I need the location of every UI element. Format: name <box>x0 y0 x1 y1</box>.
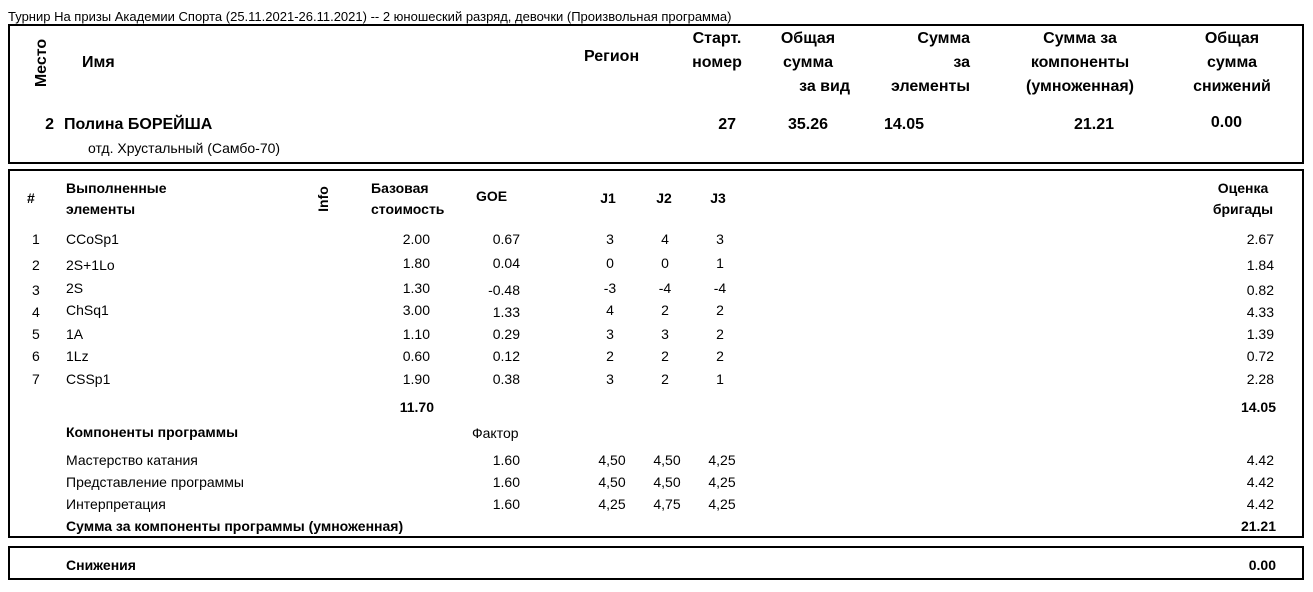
cell-j1: 4,25 <box>598 496 626 512</box>
cell-score: 4.33 <box>1246 304 1274 320</box>
table-row <box>0 348 1313 368</box>
goe-header: GOE <box>476 188 508 204</box>
cell-j2: 2 <box>661 302 669 318</box>
cell-name: Представление программы <box>66 474 244 490</box>
table-row <box>0 231 1313 251</box>
factor-label: Фактор <box>472 425 519 441</box>
element-score-total: 14.05 <box>1240 399 1276 415</box>
cell-j3: 4,25 <box>708 474 736 490</box>
cell-name: Мастерство катания <box>66 452 198 468</box>
skater-total-score: 35.26 <box>787 116 828 133</box>
cell-score: 0.72 <box>1246 348 1274 364</box>
element-number-header: # <box>27 190 35 206</box>
cell-j3: 1 <box>716 371 724 387</box>
cell-factor: 1.60 <box>492 474 520 490</box>
element-score-header: Сумма за элементы <box>891 30 970 95</box>
cell-j2: 3 <box>661 326 669 342</box>
j3-header: J3 <box>710 190 726 206</box>
cell-j2: -4 <box>658 280 672 296</box>
cell-goe: 0.38 <box>492 371 520 387</box>
executed-elements-header: Выполненные элементы <box>66 180 167 217</box>
cell-j3: 2 <box>716 302 724 318</box>
cell-name: CCoSp1 <box>66 231 119 247</box>
cell-name: 2S <box>66 280 84 296</box>
cell-j2: 2 <box>661 348 669 364</box>
components-sum-value: 21.21 <box>1240 518 1276 534</box>
cell-score: 4.42 <box>1246 474 1274 490</box>
cell-goe: 0.67 <box>492 231 520 247</box>
cell-score: 4.42 <box>1246 452 1274 468</box>
cell-j3: 2 <box>716 348 724 364</box>
skater-name: Полина БОРЕЙША <box>64 116 213 133</box>
cell-j1: 3 <box>606 231 614 247</box>
cell-j3: 1 <box>716 255 724 271</box>
cell-score: 1.84 <box>1246 257 1274 273</box>
cell-j3: 2 <box>716 326 724 342</box>
deductions-label: Снижения <box>66 557 136 573</box>
base-value-header: Базовая стоимость <box>371 180 445 217</box>
cell-factor: 1.60 <box>492 496 520 512</box>
cell-j3: 4,25 <box>708 452 736 468</box>
table-row <box>0 496 1313 516</box>
cell-name: ChSq1 <box>66 302 109 318</box>
skater-deductions: 0.00 <box>1210 114 1242 131</box>
cell-j1: 2 <box>606 348 614 364</box>
name-header: Имя <box>82 54 115 71</box>
cell-base: 1.10 <box>402 326 430 342</box>
components-title: Компоненты программы <box>66 424 239 440</box>
cell-num: 2 <box>32 257 40 273</box>
cell-num: 5 <box>32 326 40 342</box>
deductions-box <box>8 546 1304 580</box>
components-sum-label: Сумма за компоненты программы (умноженная) <box>66 518 404 534</box>
cell-j2: 0 <box>661 255 669 271</box>
place-header: Место <box>33 38 50 88</box>
table-row <box>0 371 1313 391</box>
cell-base: 1.30 <box>402 280 430 296</box>
start-number-header: Старт. номер <box>692 30 742 71</box>
skater-component-score: 21.21 <box>1073 116 1114 133</box>
cell-base: 1.80 <box>402 255 430 271</box>
table-row <box>0 452 1313 472</box>
cell-j3: -4 <box>713 280 727 296</box>
panel-score-header: Оценка бригады <box>1212 180 1274 217</box>
table-row <box>0 302 1313 322</box>
cell-score: 0.82 <box>1246 282 1274 298</box>
cell-j1: -3 <box>603 280 617 296</box>
j1-header: J1 <box>600 190 616 206</box>
cell-j2: 4,75 <box>653 496 681 512</box>
cell-j2: 4,50 <box>653 452 681 468</box>
table-row <box>0 326 1313 346</box>
component-score-header: Сумма за компоненты (умноженная) <box>1026 30 1134 95</box>
cell-name: 1A <box>66 326 84 342</box>
cell-goe: 0.12 <box>492 348 520 364</box>
cell-j3: 4,25 <box>708 496 736 512</box>
cell-j1: 0 <box>606 255 614 271</box>
cell-num: 4 <box>32 304 40 320</box>
cell-name: 1Lz <box>66 348 89 364</box>
table-row <box>0 474 1313 494</box>
cell-goe: 0.29 <box>492 326 520 342</box>
cell-num: 6 <box>32 348 40 364</box>
deductions-header: Общая сумма снижений <box>1193 30 1271 95</box>
cell-j1: 4 <box>606 302 614 318</box>
cell-name: CSSp1 <box>66 371 111 387</box>
total-score-header: Общая сумма за вид <box>780 30 850 95</box>
cell-score: 2.28 <box>1246 371 1274 387</box>
cell-j1: 3 <box>606 371 614 387</box>
cell-name: 2S+1Lo <box>66 257 115 273</box>
cell-factor: 1.60 <box>492 452 520 468</box>
cell-num: 3 <box>32 282 40 298</box>
cell-j1: 4,50 <box>598 474 626 490</box>
table-row <box>0 255 1313 275</box>
deductions-value: 0.00 <box>1248 557 1276 573</box>
cell-goe: 1.33 <box>492 304 520 320</box>
cell-num: 1 <box>32 231 40 247</box>
base-value-total: 11.70 <box>399 399 434 415</box>
cell-j1: 4,50 <box>598 452 626 468</box>
cell-j1: 3 <box>606 326 614 342</box>
cell-base: 1.90 <box>402 371 430 387</box>
cell-base: 2.00 <box>402 231 430 247</box>
cell-j2: 4,50 <box>653 474 681 490</box>
region-header: Регион <box>584 48 640 65</box>
event-title: Турнир На призы Академии Спорта (25.11.2021-26.11.2021) -- 2 юношеский разряд, девочки (Произвольная программа) <box>8 9 732 24</box>
table-row <box>0 280 1313 300</box>
cell-score: 4.42 <box>1246 496 1274 512</box>
cell-j2: 2 <box>661 371 669 387</box>
j2-header: J2 <box>656 190 672 206</box>
cell-base: 0.60 <box>402 348 430 364</box>
info-header: Info <box>315 186 331 212</box>
skater-start-number: 27 <box>718 116 736 133</box>
cell-score: 1.39 <box>1246 326 1274 342</box>
cell-j2: 4 <box>661 231 669 247</box>
cell-goe: -0.48 <box>488 282 520 298</box>
cell-score: 2.67 <box>1246 231 1274 247</box>
cell-base: 3.00 <box>402 302 430 318</box>
cell-num: 7 <box>32 371 40 387</box>
skater-club: отд. Хрустальный (Самбо-70) <box>88 140 281 156</box>
cell-name: Интерпретация <box>66 496 166 512</box>
cell-goe: 0.04 <box>492 255 520 271</box>
skater-element-score: 14.05 <box>883 116 924 133</box>
cell-j3: 3 <box>716 231 724 247</box>
skater-rank: 2 <box>45 116 54 133</box>
